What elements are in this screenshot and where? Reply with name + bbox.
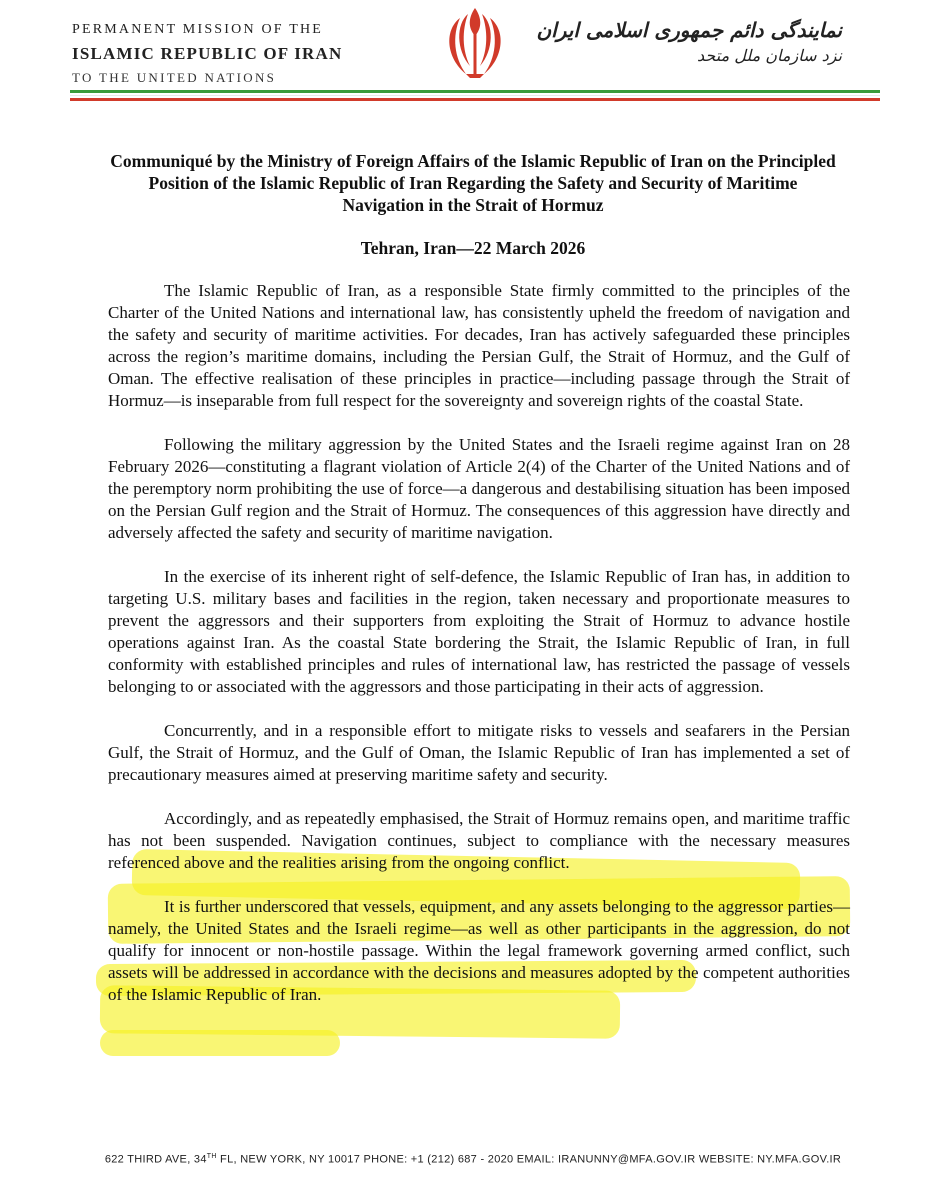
green-stripe xyxy=(70,90,880,93)
flag-stripes xyxy=(70,90,880,103)
persian-line2: نزد سازمان ملل متحد xyxy=(697,46,842,65)
letterhead-line1: PERMANENT MISSION OF THE xyxy=(72,22,324,37)
paragraph-5: Accordingly, and as repeatedly emphasised, the Strait of Hormuz remains open, and maritime traffic has not been suspended. Navigation continues, subject to compliance with the necessary measures referenced above and the realities arising from the ongoing conflict. xyxy=(108,809,850,872)
communique-title: Communiqué by the Ministry of Foreign Affairs of the Islamic Republic of Iran on the Principled Position of the Islamic Republic of Iran Regarding the Safety and Security of Maritime Navigation in the Strait of Hormuz xyxy=(110,151,836,215)
white-stripe xyxy=(70,95,880,96)
letterhead-line3: TO THE UNITED NATIONS xyxy=(72,70,277,85)
paragraph-6: It is further underscored that vessels, equipment, and any assets belonging to the aggressor parties—namely, the United States and the Israeli regime—as well as other participants in the aggression, do not qualify for innocent or non-hostile passage. Within the legal framework governing armed conflict, such assets will be addressed in accordance with the decisions and measures adopted by the competent authorities of the Islamic Republic of Iran. xyxy=(108,897,850,1004)
communique-body xyxy=(108,280,850,1028)
highlight-mark xyxy=(100,1030,340,1056)
mission-name-english xyxy=(72,22,342,86)
footer-contact-details: FL, NEW YORK, NY 10017 PHONE: +1 (212) 687 - 2020 EMAIL: IRANUNNY@MFA.GOV.IR WEBSITE: NY.MFA.GOV.IR xyxy=(216,1153,842,1166)
iran-emblem-icon xyxy=(430,4,520,80)
paragraph-2: Following the military aggression by the United States and the Israeli regime against Iran on 28 February 2026—constituting a flagrant violation of Article 2(4) of the Charter of the United Nations and of the peremptory norm prohibiting the use of force—a dangerous and destabilising situation has been imposed on the Persian Gulf region and the Strait of Hormuz. The consequences of this aggression have directly and adversely affected the safety and security of maritime navigation. xyxy=(108,435,850,542)
red-stripe xyxy=(70,98,880,101)
paragraph-3: In the exercise of its inherent right of self-defence, the Islamic Republic of Iran has, in addition to targeting U.S. military bases and facilities in the region, taken necessary and proportionate measures to prevent the aggressors and their supporters from exploiting the Strait of Hormuz to advance hostile operations against Iran. As the coastal State bordering the Strait, the Islamic Republic of Iran, in full conformity with established principles and rules of international law, has restricted the passage of vessels belonging to or associated with the aggressors and those participating in their acts of aggression. xyxy=(108,567,850,696)
paragraph-4: Concurrently, and in a responsible effort to mitigate risks to vessels and seafarers in the Persian Gulf, the Strait of Hormuz, and the Gulf of Oman, the Islamic Republic of Iran has implemented a set of precautionary measures aimed at preserving maritime safety and security. xyxy=(108,721,850,784)
footer-address-sup: TH xyxy=(206,1153,217,1160)
persian-line1: نمایندگی دائم جمهوری اسلامی ایران xyxy=(536,18,842,42)
dateline: Tehran, Iran—22 March 2026 xyxy=(360,238,586,258)
letterhead-line2: ISLAMIC REPUBLIC OF IRAN xyxy=(72,44,343,63)
letterhead xyxy=(0,0,946,110)
paragraph-1: The Islamic Republic of Iran, as a responsible State firmly committed to the principles of the Charter of the United Nations and international law, has consistently upheld the freedom of navigation and the safety and security of maritime activities. For decades, Iran has actively safeguarded these principles across the region’s maritime domains, including the Persian Gulf, the Strait of Hormuz, and the Gulf of Oman. The effective realisation of these principles in practice—including passage through the Strait of Hormuz—is inseparable from full respect for the sovereignty and sovereign rights of the coastal State. xyxy=(108,281,850,410)
footer-address: 622 THIRD AVE, 34 xyxy=(104,1153,207,1166)
mission-name-persian xyxy=(536,18,842,65)
footer-contact xyxy=(0,1153,946,1166)
